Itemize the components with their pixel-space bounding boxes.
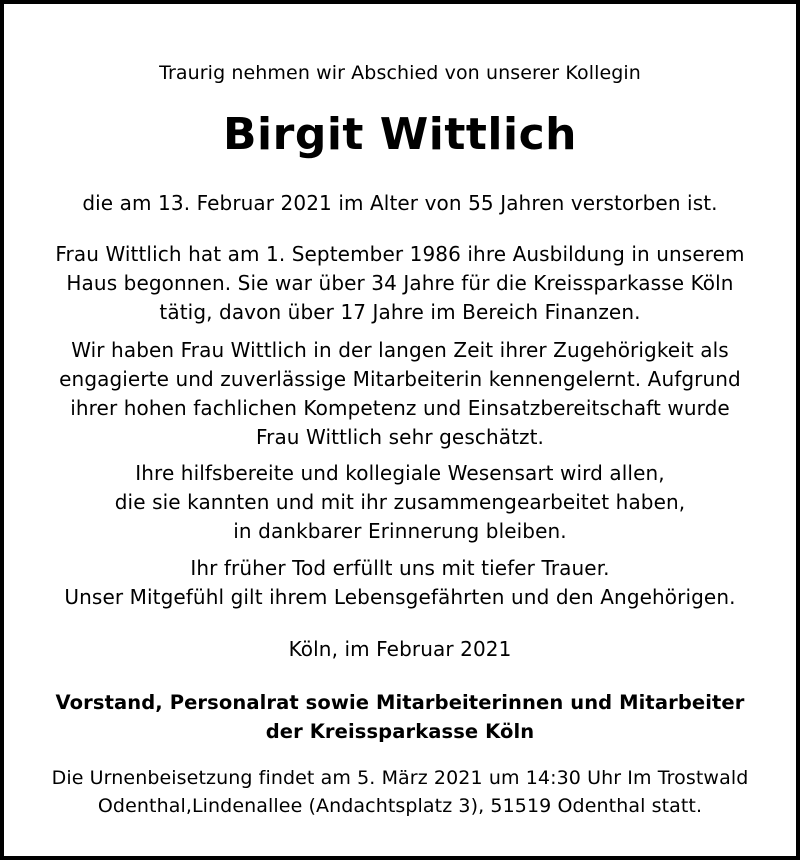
memory-line-3: in dankbarer Erinnerung bleiben. [233,519,567,543]
place-date: Köln, im Februar 2021 [288,637,512,661]
intro-line: Traurig nehmen wir Abschied von unserer Kollegin [159,62,641,84]
tribute-line-4: Frau Wittlich sehr geschätzt. [255,425,545,449]
burial-line-2: Odenthal,Lindenallee (Andachtsplatz 3), 51519 Odenthal statt. [97,795,703,817]
condolence-line-1: Ihr früher Tod erfüllt uns mit tiefer Trauer. [190,556,610,580]
tribute-line-2: engagierte und zuverlässige Mitarbeiterin kennengelernt. Aufgrund [59,367,741,391]
memory-line-1: Ihre hilfsbereite und kollegiale Wesensart wird allen, [135,461,665,485]
obituary-content [14,4,786,856]
death-date-line: die am 13. Februar 2021 im Alter von 55 Jahren verstorben ist. [82,191,718,215]
career-line-1: Frau Wittlich hat am 1. September 1986 ihre Ausbildung in unserem [55,242,745,266]
condolence-line-2: Unser Mitgefühl gilt ihrem Lebensgefährten und den Angehörigen. [64,585,736,609]
tribute-line-1: Wir haben Frau Wittlich in der langen Zeit ihrer Zugehörigkeit als [71,338,729,362]
deceased-name: Birgit Wittlich [223,109,577,160]
signature-line-1: Vorstand, Personalrat sowie Mitarbeiterinnen und Mitarbeiter [55,691,745,714]
signature-line-2: der Kreissparkasse Köln [265,720,535,743]
career-line-3: tätig, davon über 17 Jahre im Bereich Finanzen. [159,300,641,324]
career-line-2: Haus begonnen. Sie war über 34 Jahre für die Kreissparkasse Köln [66,271,734,295]
burial-line-1: Die Urnenbeisetzung findet am 5. März 2021 um 14:30 Uhr Im Trostwald [51,767,749,789]
memory-line-2: die sie kannten und mit ihr zusammengearbeitet haben, [114,490,686,514]
tribute-line-3: ihrer hohen fachlichen Kompetenz und Einsatzbereitschaft wurde [70,396,730,420]
